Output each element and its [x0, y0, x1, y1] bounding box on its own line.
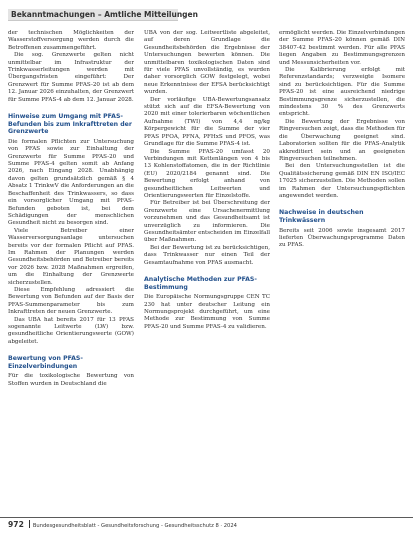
- page-footer: [8, 520, 405, 530]
- text-column-right: [279, 30, 405, 520]
- section-heading: Nachweise in deutschen Trinkwässern: [279, 209, 364, 224]
- footer-separator: [29, 520, 30, 528]
- paragraph: Die Europäische Normungsgruppe CEN TC 230 hat unter deutscher Leitung ein Normungsprojekt durchgeführt, um eine Methode zur Bestimmung von Summe PFAS-20 und Summe PFAS-4 zu validieren.: [144, 294, 270, 330]
- footer-rule: [0, 517, 413, 518]
- paragraph: Bereits seit 2006 sowie insgesamt 2017 lieferten Überwachungsprogramme Daten zu PFAS.: [279, 227, 405, 249]
- paragraph: Die Bewertung der Ergebnisse von Ringversuchen zeigt, dass die Methoden für die Überwachung geeignet sind. Laboratorien sollten für die PFAS-Analytik akkreditiert sein und an geeigneten Ringversuchen teilnehmen.: [279, 118, 405, 162]
- paragraph: Das UBA hat bereits 2017 für 13 PFAS sogenannte Leitwerte (LW) bzw. gesundheitliche Orientierungswerte (GOW) abgeleitet.: [8, 316, 134, 345]
- section-heading: Hinweise zum Umgang mit PFAS-Befunden bis zum Inkrafttreten der Grenzwerte: [8, 113, 132, 136]
- paragraph: Die sog. Grenzwerte gelten nicht unmittelbar im Infrastruktur der Trinkwasserleitungen werden mit Übergangsfristen eingeführt: Der Grenzwert für Summe PFAS-20 ist ab dem 12. Januar 2026 einzuhalten, der Grenzwert für Summe PFAS-4 ab dem 12. Januar 2028.: [8, 52, 134, 103]
- paragraph: Für die toxikologische Bewertung von Stoffen wurden in Deutschland die: [8, 373, 134, 387]
- text-column-left: [8, 30, 134, 520]
- paragraph: der technischen Möglichkeiten der Wasserstoffversorgung werden durch die Betroffenen zusammengeführt.: [8, 30, 134, 51]
- paragraph: UBA von der sog. Leitwertliste abgeleitet, auf deren Grundlage die Gesundheitsbehörden die Ergebnisse der Untersuchungen bewerten können. Die unmittelbaren toxikologischen Daten sind für viele PFAS unvollständig, es wurden daher vorsorglich GOW festgelegt, wobei neue Erkenntnisse der EFSA berücksichtigt wurden.: [144, 30, 270, 96]
- paragraph: Die Summe PFAS-20 umfasst 20 Verbindungen mit Kettenlängen von 4 bis 13 Kohlenstoffatomen, die in der Richtlinie (EU) 2020/2184 genannt sind. Die Bewertung erfolgt anhand von gesundheitlichen Leitwerten und Orientierungswerten für Einzelstoffe.: [144, 148, 270, 199]
- paragraph: Diese Empfehlung adressiert die Bewertung von Befunden auf der Basis der PFAS-Summenparameter bis zum Inkrafttreten der neuen Grenzwerte.: [8, 286, 134, 316]
- paragraph: Bei der Bewertung ist zu berücksichtigen, dass Trinkwasser nur einen Teil der Gesamtaufnahme von PFAS ausmacht.: [144, 244, 270, 266]
- section-heading: Bewertung von PFAS-Einzelverbindungen: [8, 355, 83, 370]
- paragraph: Der vorläufige UBA-Bewertungsansatz stützt sich auf die EFSA-Bewertung von 2020 mit einer tolerierbaren wöchentlichen Aufnahme (TWI) von 4,4 ng/kg Körpergewicht für die Summe der vier PFAS PFOA, PFNA, PFHxS und PFOS, was Grundlage für die Summe PFAS-4 ist.: [144, 96, 270, 148]
- section-heading: Analytische Methoden zur PFAS-Bestimmung: [144, 276, 257, 291]
- publication-info: Bundesgesundheitsblatt - Gesundheitsforschung - Gesundheitsschutz 8 · 2024: [32, 523, 237, 529]
- paragraph: Für Betreiber ist bei Überschreitung der Grenzwerte eine Ursachenermittlung vorzunehmen und das Gesundheitsamt ist unverzüglich zu informieren. Die Gesundheitsämter entscheiden im Einzelfall über Maßnahmen.: [144, 200, 270, 244]
- paragraph: Viele Betreiber einer Wasserversorgungsanlage untersuchen bereits vor der formalen Pflicht auf PFAS. Im Rahmen der Planungen werden Gesundheitsbehörden und Betreiber bereits vor 2026 bzw. 2028 Maßnahmen ergreifen, um die Einhaltung der Grenzwerte sicherzustellen.: [8, 227, 134, 286]
- paragraph: Bei den Untersuchungsstellen ist die Qualitätssicherung gemäß DIN EN ISO/IEC 17025 sicherzustellen. Die Methoden sollen im Rahmen der Untersuchungspflichten angewendet werden.: [279, 163, 405, 199]
- text-column-middle: [144, 30, 270, 520]
- paragraph: Die Kalibrierung erfolgt mit Referenzstandards; verzweigte Isomere sind zu berücksichtigen. Für die Summe PFAS-20 ist eine ausreichend niedrige Bestimmungsgrenze sicherzustellen, die mindestens 30 % des Grenzwerts entspricht.: [279, 67, 405, 118]
- paragraph: Die formalen Pflichten zur Untersuchung von PFAS sowie zur Einhaltung der Grenzwerte für Summe PFAS-20 und Summe PFAS-4 gelten somit ab Anfang 2026, nach Eingang 2028. Unabhängig davon gelten grundsätzlich gemäß § 4 Absatz 1 TrinkwV die Anforderungen an die Beschaffenheit des Trinkwassers, so dass ein vorsorglicher Umgang mit PFAS-Befunden geboten ist, bei dem Schädigungen der menschlichen Gesundheit nicht zu besorgen sind.: [8, 138, 134, 227]
- page-number: 972: [8, 520, 24, 529]
- section-header: Bekanntmachungen – Amtliche Mitteilungen: [8, 9, 178, 21]
- paragraph: ermöglicht werden. Die Einzelverbindungen der Summe PFAS-20 können gemäß DIN 38407-42 bestimmt werden. Für alle PFAS liegen Angaben zu Bestimmungsgrenzen und Messunsicherheiten vor.: [279, 30, 405, 66]
